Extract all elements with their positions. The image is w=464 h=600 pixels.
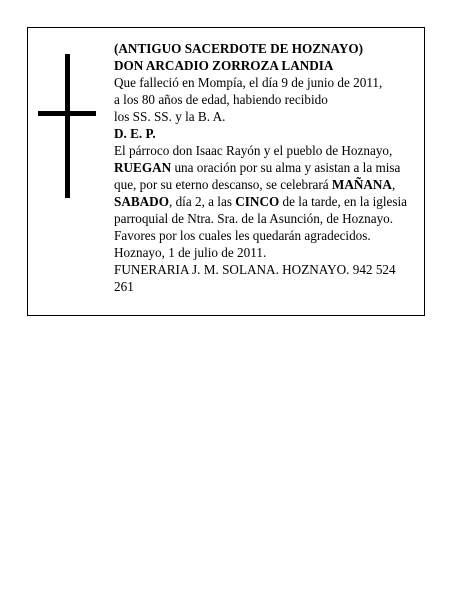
ruegan-word: RUEGAN bbox=[114, 160, 172, 175]
body-line-4-end: de la tarde, en la iglesia bbox=[279, 194, 408, 209]
body-line-3-start: que, por su eterno descanso, se celebrará bbox=[114, 177, 332, 192]
notice-title: (ANTIGUO SACERDOTE DE HOZNAYO) bbox=[114, 41, 364, 56]
body-line-3-end: , bbox=[391, 177, 396, 192]
body-line-6: Favores por los cuales les quedarán agradecidos. bbox=[114, 228, 371, 243]
cinco-word: CINCO bbox=[235, 194, 280, 209]
funeral-home-line-1: FUNERARIA J. M. SOLANA. HOZNAYO. 942 524 bbox=[114, 262, 396, 277]
cross-icon bbox=[38, 54, 96, 198]
cross-vertical-bar bbox=[65, 54, 70, 198]
deceased-name: DON ARCADIO ZORROZA LANDIA bbox=[114, 58, 334, 73]
body-line-2-rest: una oración por su alma y asistan a la misa bbox=[171, 160, 401, 175]
death-line-2: a los 80 años de edad, habiendo recibido bbox=[114, 92, 328, 107]
death-line-1: Que falleció en Mompía, el día 9 de junio de 2011, bbox=[114, 75, 383, 90]
manana-word: MAÑANA bbox=[331, 177, 392, 192]
body-line-5: parroquial de Ntra. Sra. de la Asunción, de Hoznayo. bbox=[114, 211, 394, 226]
body-line-4 bbox=[114, 193, 422, 210]
body-line-2 bbox=[114, 159, 422, 176]
sabado-word: SABADO bbox=[114, 194, 169, 209]
funeral-home-line-2: 261 bbox=[114, 279, 134, 294]
body-line-4-mid: , día 2, a las bbox=[168, 194, 236, 209]
date-line: Hoznayo, 1 de julio de 2011. bbox=[114, 245, 267, 260]
body-line-1: El párroco don Isaac Rayón y el pueblo de Hoznayo, bbox=[114, 143, 393, 158]
obituary-notice bbox=[27, 27, 425, 316]
death-line-3: los SS. SS. y la B. A. bbox=[114, 109, 226, 124]
obituary-text bbox=[114, 40, 422, 295]
dep-line: D. E. P. bbox=[114, 126, 156, 141]
cross-horizontal-bar bbox=[38, 111, 96, 116]
body-line-3 bbox=[114, 176, 422, 193]
